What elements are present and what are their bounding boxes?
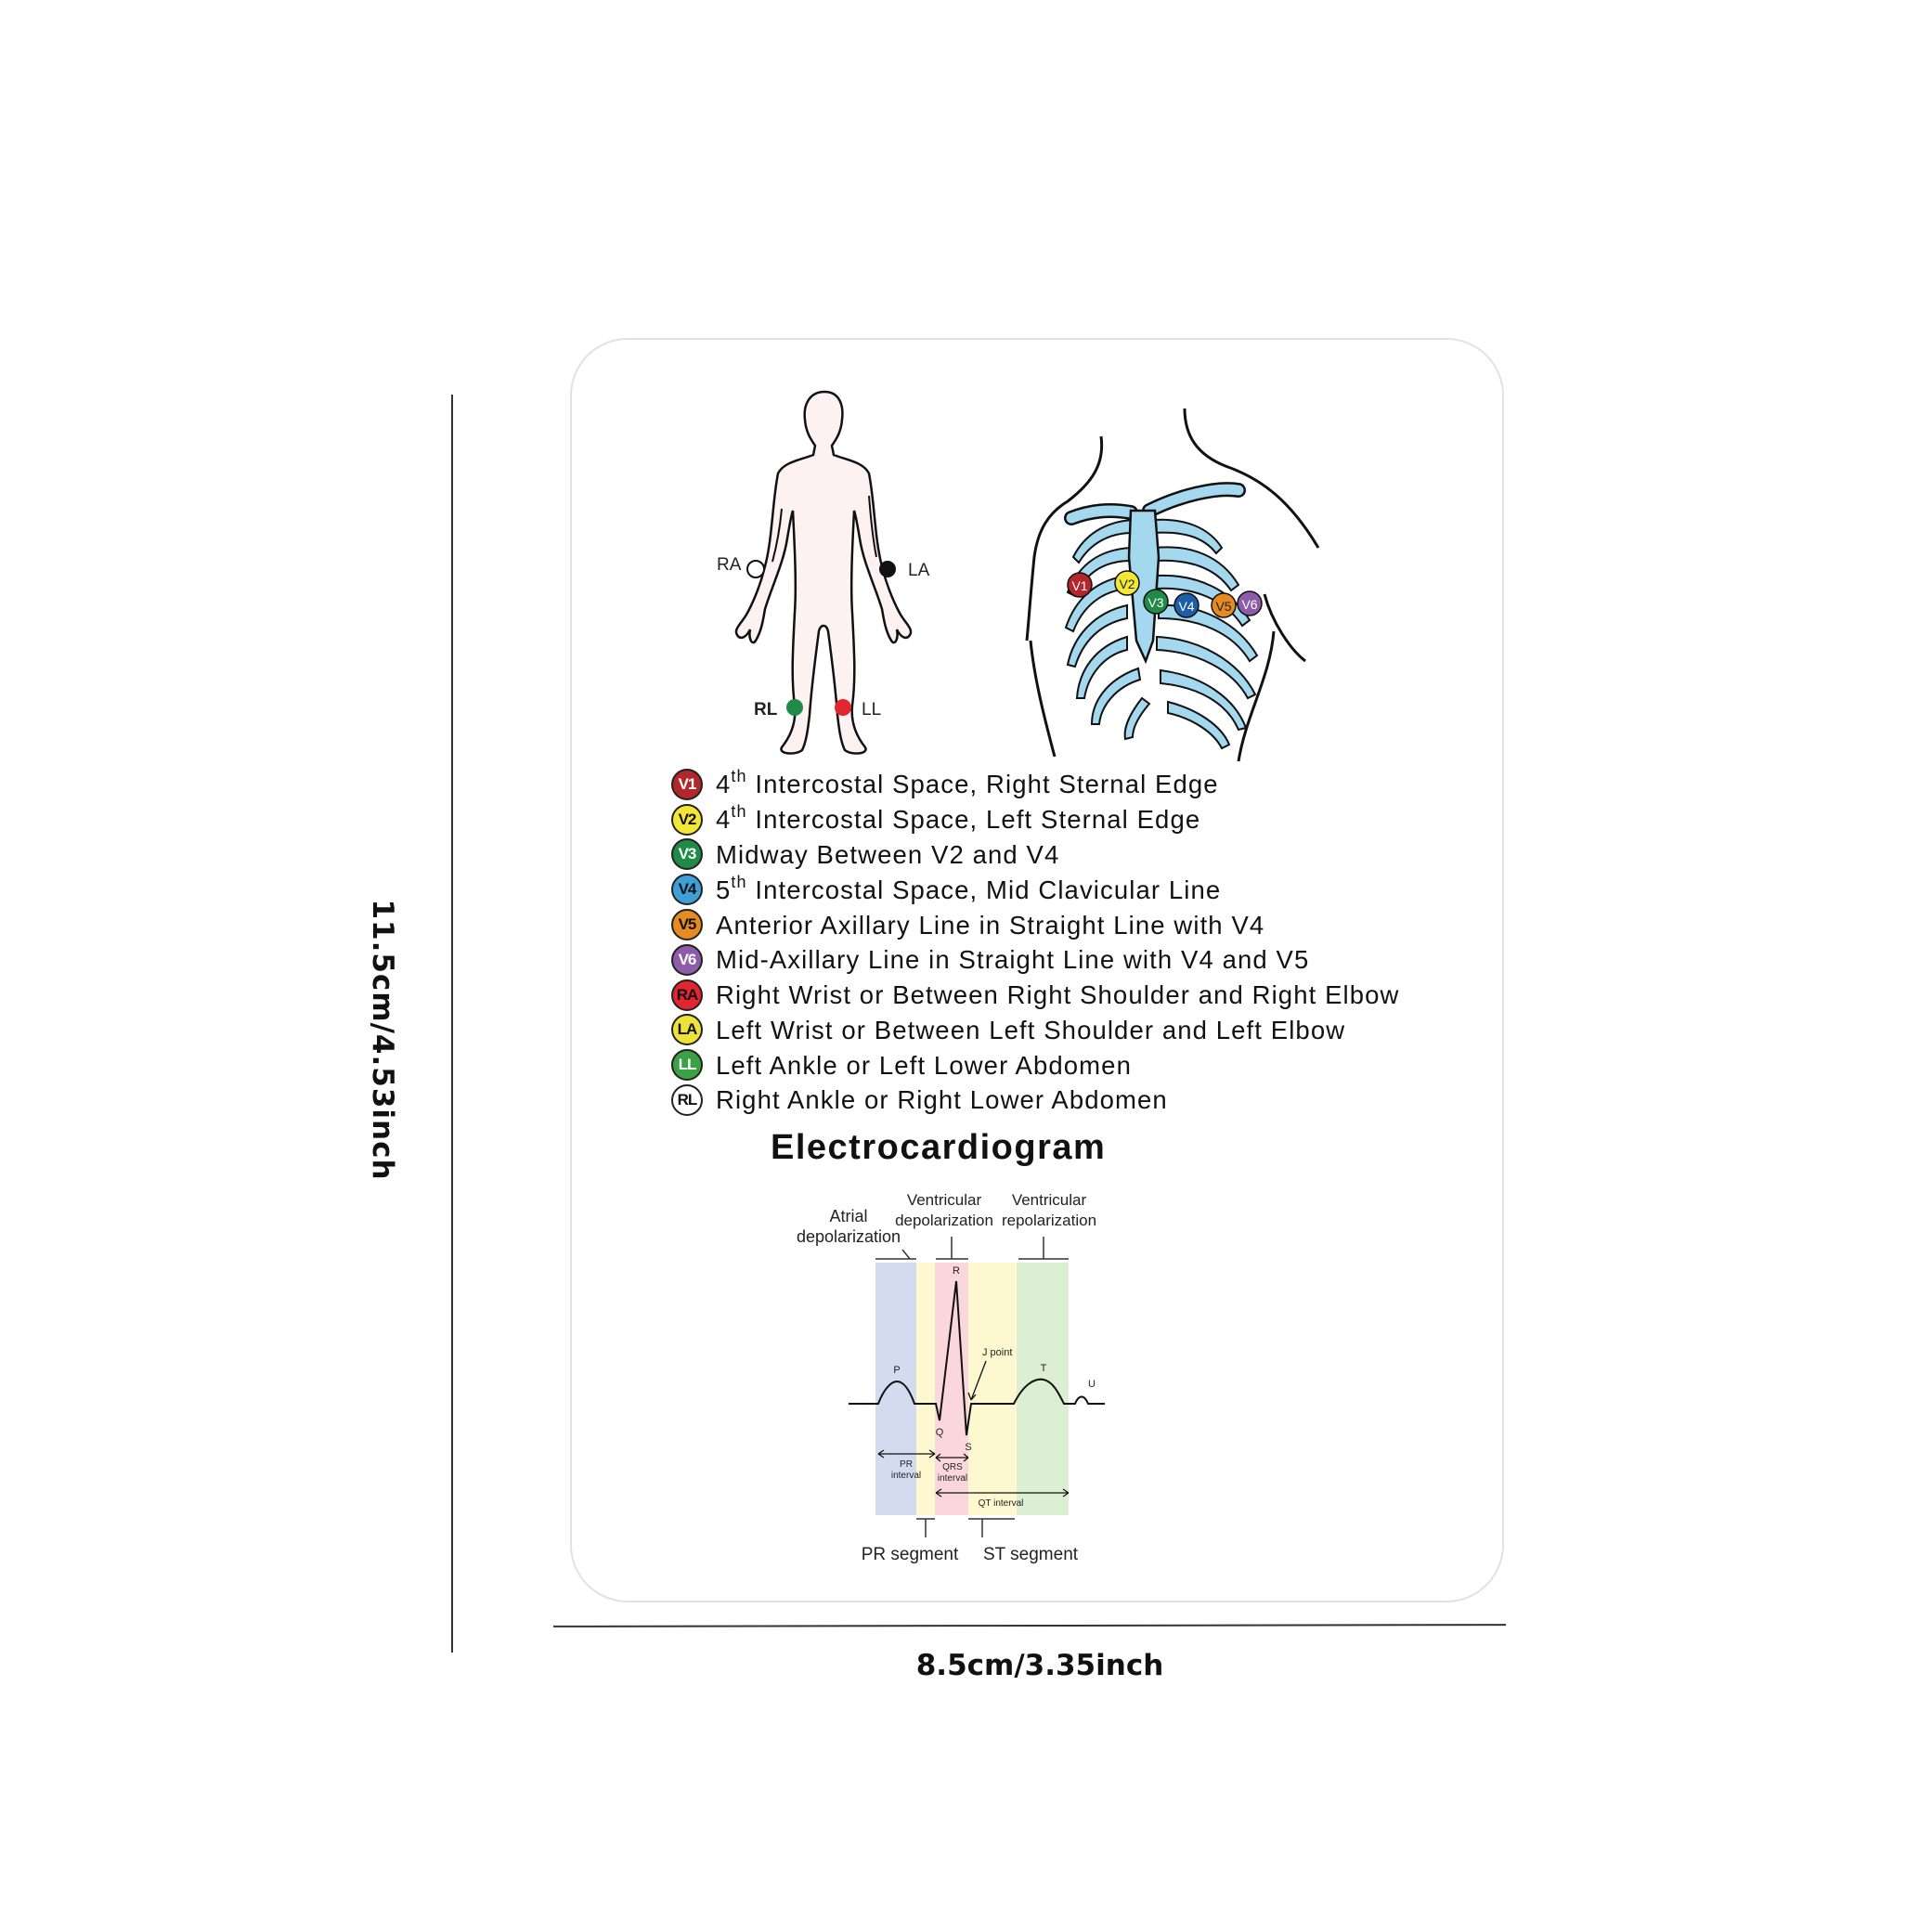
lead-row	[671, 942, 1488, 978]
lead-row	[671, 872, 1488, 907]
lead-description	[716, 979, 1399, 1010]
v1-electrode-label: V1	[1071, 578, 1088, 593]
lead-badge: V1	[671, 769, 703, 800]
lead-description	[716, 769, 1219, 799]
atrial-label-line2: depolarization	[796, 1227, 901, 1246]
st-segment-label: ST segment	[982, 1545, 1079, 1564]
la-label: LA	[908, 561, 930, 580]
lead-badge: V4	[671, 874, 703, 905]
height-dimension-label: 11.5cm/4.53inch	[366, 899, 399, 1181]
lead-ordinal: 4	[716, 770, 732, 799]
lead-badge: V2	[671, 804, 703, 836]
rl-electrode	[786, 699, 803, 716]
lead-text: Anterior Axillary Line in Straight Line with V4	[716, 910, 1265, 940]
lead-text: Intercostal Space, Right Sternal Edge	[746, 770, 1219, 799]
vrep-label-line2: repolarization	[1001, 1212, 1097, 1229]
t-wave-label: T	[1040, 1363, 1047, 1374]
r-wave-label: R	[953, 1265, 960, 1277]
lead-ordinal: 4	[716, 805, 732, 835]
v6-electrode-label: V6	[1241, 597, 1258, 612]
vdep-bracket	[936, 1237, 968, 1259]
lead-description	[716, 1050, 1132, 1081]
lead-row	[671, 1047, 1488, 1083]
pr-interval-label-1: PR	[900, 1459, 913, 1470]
lead-row	[671, 837, 1488, 873]
rl-label: RL	[754, 700, 778, 720]
lead-description	[716, 804, 1200, 835]
pr-interval-label-2: interval	[890, 1471, 922, 1481]
v3-electrode-label: V3	[1148, 595, 1164, 610]
qt-interval-label: QT interval	[978, 1498, 1024, 1509]
lead-text: Intercostal Space, Left Sternal Edge	[746, 805, 1201, 835]
torso-left-lower	[1031, 641, 1055, 757]
lead-description	[716, 872, 1222, 905]
lead-row	[671, 767, 1488, 802]
lead-description	[716, 944, 1309, 975]
ra-label: RA	[717, 555, 742, 575]
width-dimension-line	[553, 1624, 1506, 1627]
lead-description	[716, 910, 1264, 940]
st-segment-bracket	[968, 1519, 1015, 1537]
vrep-label-line1: Ventricular	[1011, 1191, 1087, 1209]
chest-figure	[1003, 408, 1328, 766]
lead-text: Right Ankle or Right Lower Abdomen	[716, 1085, 1168, 1115]
ecg-title: Electrocardiogram	[771, 1128, 1107, 1167]
lead-badge: RA	[671, 979, 703, 1011]
v2-electrode-label: V2	[1119, 577, 1135, 591]
j-point-label: J point	[982, 1347, 1013, 1358]
lead-badge: V5	[671, 909, 703, 940]
lead-ordinal: 5	[716, 875, 732, 904]
lead-text: Midway Between V2 and V4	[716, 840, 1060, 870]
lead-text: Left Wrist or Between Left Shoulder and Left Elbow	[716, 1016, 1346, 1045]
ll-label: LL	[862, 700, 882, 720]
lead-badge: V3	[671, 838, 703, 870]
lead-badge: V6	[671, 944, 703, 976]
lead-ordinal-suffix: th	[731, 802, 747, 822]
atrial-bracket	[875, 1250, 916, 1259]
lead-row	[671, 802, 1488, 837]
qrs-interval-label-2: interval	[937, 1473, 968, 1484]
rib-cage	[1066, 520, 1257, 748]
lead-row	[671, 978, 1488, 1013]
lead-description	[716, 1084, 1168, 1115]
s-wave-label: S	[965, 1442, 972, 1453]
pr-segment-bracket	[916, 1519, 935, 1537]
lead-badge: RL	[671, 1084, 703, 1116]
v5-electrode-label: V5	[1215, 599, 1232, 614]
lead-text: Intercostal Space, Mid Clavicular Line	[746, 875, 1222, 904]
lead-badge: LL	[671, 1049, 703, 1081]
pr-segment-label: PR segment	[861, 1545, 959, 1564]
lead-text: Mid-Axillary Line in Straight Line with V4 and V5	[716, 945, 1310, 975]
lead-ordinal-suffix: th	[731, 767, 747, 786]
vdep-label-line1: Ventricular	[906, 1191, 982, 1209]
lead-text: Left Ankle or Left Lower Abdomen	[716, 1050, 1132, 1080]
width-dimension-label: 8.5cm/3.35inch	[915, 1649, 1164, 1682]
u-wave-label: U	[1088, 1379, 1096, 1390]
v4-electrode-label: V4	[1178, 599, 1195, 614]
ra-electrode	[747, 561, 764, 577]
lead-badge: LA	[671, 1014, 703, 1045]
body-figure	[706, 381, 947, 761]
lead-placement-list	[671, 767, 1488, 1118]
atrial-label-line1: Atrial	[829, 1207, 868, 1225]
vrep-bracket	[1018, 1237, 1069, 1259]
ll-electrode	[835, 699, 851, 716]
p-wave-label: P	[893, 1365, 901, 1376]
lead-row	[671, 907, 1488, 942]
qrs-interval-label-1: QRS	[942, 1462, 963, 1472]
vdep-label-line2: depolarization	[895, 1212, 993, 1229]
lead-description	[716, 1015, 1345, 1045]
lead-description	[716, 839, 1059, 870]
la-electrode	[879, 561, 896, 577]
neck-right-outline	[1185, 408, 1318, 548]
lead-row	[671, 1083, 1488, 1118]
lead-row	[671, 1013, 1488, 1048]
lead-text: Right Wrist or Between Right Shoulder and Right Elbow	[716, 980, 1400, 1010]
q-wave-label: Q	[935, 1427, 944, 1438]
height-dimension-line	[451, 395, 453, 1653]
lead-ordinal-suffix: th	[731, 872, 747, 891]
ecg-diagram	[780, 1179, 1133, 1569]
